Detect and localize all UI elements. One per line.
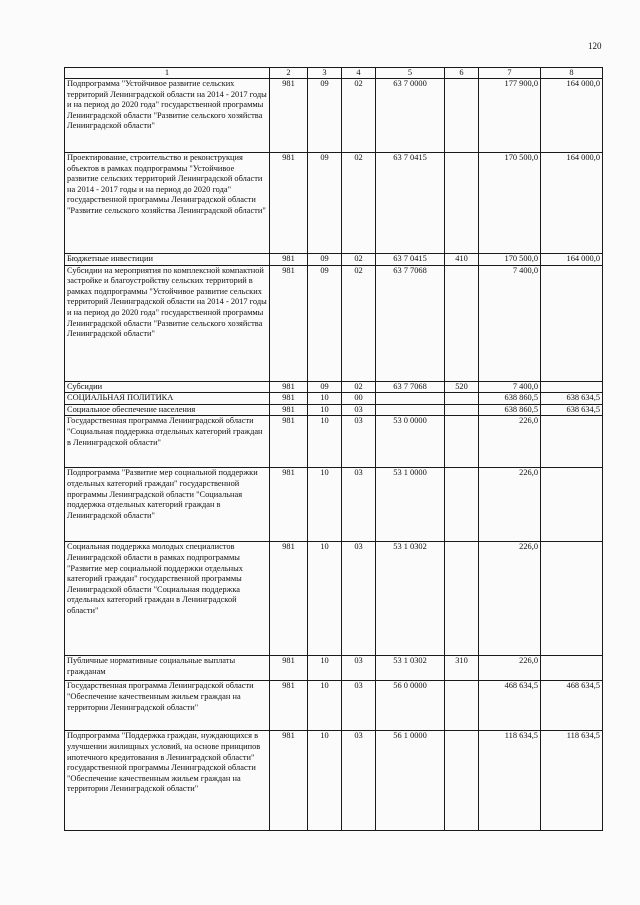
row-name: Социальное обеспечение населения	[65, 404, 270, 416]
cell-ministry: 981	[270, 265, 308, 381]
cell-expense-type	[445, 153, 479, 254]
cell-expense-type	[445, 468, 479, 542]
table-row	[65, 254, 603, 266]
cell-subsection: 02	[342, 153, 376, 254]
cell-subsection: 02	[342, 265, 376, 381]
cell-ministry: 981	[270, 468, 308, 542]
cell-amount-2: 468 634,5	[541, 681, 603, 731]
cell-section: 09	[308, 381, 342, 393]
row-name: Подпрограмма "Развитие мер социальной поддержки отдельных категорий граждан" государственной программы Ленинградской области "Социальная поддержка отдельных категорий граждан в Ленинградской области"	[65, 468, 270, 542]
column-header: 6	[445, 68, 479, 79]
cell-target: 53 1 0302	[376, 542, 445, 656]
row-name: СОЦИАЛЬНАЯ ПОЛИТИКА	[65, 393, 270, 405]
row-name: Подпрограмма "Поддержка граждан, нуждающихся в улучшении жилищных условий, на основе принципов ипотечного кредитования в Ленинградской области" государственной программы Ленинградской области "Обеспечение качественным жильем граждан на территории Ленинградской области"	[65, 731, 270, 831]
cell-expense-type	[445, 542, 479, 656]
cell-expense-type	[445, 681, 479, 731]
cell-ministry: 981	[270, 542, 308, 656]
cell-ministry: 981	[270, 79, 308, 153]
cell-section: 10	[308, 542, 342, 656]
cell-subsection: 03	[342, 542, 376, 656]
cell-section: 10	[308, 393, 342, 405]
cell-subsection: 03	[342, 681, 376, 731]
cell-amount-1: 7 400,0	[479, 265, 541, 381]
cell-expense-type	[445, 731, 479, 831]
cell-subsection: 02	[342, 254, 376, 266]
cell-ministry: 981	[270, 393, 308, 405]
table-row	[65, 731, 603, 831]
cell-section: 10	[308, 404, 342, 416]
cell-target: 53 1 0000	[376, 468, 445, 542]
cell-subsection: 02	[342, 381, 376, 393]
cell-amount-2: 638 634,5	[541, 393, 603, 405]
cell-expense-type: 520	[445, 381, 479, 393]
column-header: 3	[308, 68, 342, 79]
cell-amount-2	[541, 381, 603, 393]
table-row	[65, 153, 603, 254]
cell-expense-type: 310	[445, 656, 479, 681]
cell-target	[376, 393, 445, 405]
cell-target: 56 0 0000	[376, 681, 445, 731]
row-name: Проектирование, строительство и реконструкция объектов в рамках подпрограммы "Устойчивое развитие сельских территорий Ленинградской области на 2014 - 2017 годы и на период до 2020 года" государственной программы Ленинградской области "Развитие сельского хозяйства Ленинградской области"	[65, 153, 270, 254]
cell-amount-2: 164 000,0	[541, 254, 603, 266]
cell-amount-1: 7 400,0	[479, 381, 541, 393]
cell-ministry: 981	[270, 153, 308, 254]
cell-expense-type	[445, 404, 479, 416]
cell-ministry: 981	[270, 681, 308, 731]
cell-section: 10	[308, 656, 342, 681]
cell-section: 09	[308, 153, 342, 254]
cell-subsection: 03	[342, 656, 376, 681]
cell-amount-1: 638 860,5	[479, 393, 541, 405]
cell-ministry: 981	[270, 404, 308, 416]
cell-subsection: 00	[342, 393, 376, 405]
cell-target: 53 1 0302	[376, 656, 445, 681]
cell-subsection: 03	[342, 468, 376, 542]
cell-ministry: 981	[270, 731, 308, 831]
column-header: 2	[270, 68, 308, 79]
cell-amount-2	[541, 265, 603, 381]
cell-target	[376, 404, 445, 416]
cell-target: 63 7 0415	[376, 153, 445, 254]
cell-ministry: 981	[270, 381, 308, 393]
column-header: 4	[342, 68, 376, 79]
cell-target: 63 7 0000	[376, 79, 445, 153]
table-row	[65, 404, 603, 416]
cell-target: 63 7 0415	[376, 254, 445, 266]
column-header: 7	[479, 68, 541, 79]
row-name: Бюджетные инвестиции	[65, 254, 270, 266]
cell-target: 63 7 7068	[376, 381, 445, 393]
cell-ministry: 981	[270, 656, 308, 681]
table-row	[65, 468, 603, 542]
row-name: Государственная программа Ленинградской области "Социальная поддержка отдельных категорий граждан в Ленинградской области"	[65, 416, 270, 468]
row-name: Подпрограмма "Устойчивое развитие сельских территорий Ленинградской области на 2014 - 2017 годы и на период до 2020 года" государственной программы Ленинградской области "Развитие сельского хозяйства Ленинградской области"	[65, 79, 270, 153]
row-name: Субсидии	[65, 381, 270, 393]
cell-amount-2	[541, 542, 603, 656]
cell-section: 10	[308, 731, 342, 831]
budget-table	[64, 67, 603, 831]
page-number: 120	[588, 41, 602, 51]
cell-amount-2: 638 634,5	[541, 404, 603, 416]
table-row	[65, 681, 603, 731]
row-name: Публичные нормативные социальные выплаты гражданам	[65, 656, 270, 681]
cell-subsection: 03	[342, 416, 376, 468]
cell-expense-type	[445, 393, 479, 405]
cell-target: 56 1 0000	[376, 731, 445, 831]
cell-target: 53 0 0000	[376, 416, 445, 468]
cell-section: 09	[308, 254, 342, 266]
cell-expense-type: 410	[445, 254, 479, 266]
table-row	[65, 381, 603, 393]
cell-section: 10	[308, 681, 342, 731]
cell-amount-1: 177 900,0	[479, 79, 541, 153]
cell-amount-2	[541, 468, 603, 542]
cell-amount-1: 226,0	[479, 468, 541, 542]
cell-amount-1: 226,0	[479, 416, 541, 468]
table-row	[65, 79, 603, 153]
cell-section: 09	[308, 79, 342, 153]
cell-subsection: 03	[342, 731, 376, 831]
cell-expense-type	[445, 265, 479, 381]
cell-section: 10	[308, 416, 342, 468]
cell-subsection: 02	[342, 79, 376, 153]
cell-amount-2: 118 634,5	[541, 731, 603, 831]
cell-amount-1: 468 634,5	[479, 681, 541, 731]
table-row	[65, 416, 603, 468]
cell-amount-1: 226,0	[479, 542, 541, 656]
cell-ministry: 981	[270, 416, 308, 468]
table-row	[65, 265, 603, 381]
cell-ministry: 981	[270, 254, 308, 266]
cell-subsection: 03	[342, 404, 376, 416]
column-header: 5	[376, 68, 445, 79]
cell-amount-2: 164 000,0	[541, 153, 603, 254]
cell-amount-2: 164 000,0	[541, 79, 603, 153]
cell-expense-type	[445, 79, 479, 153]
cell-amount-2	[541, 656, 603, 681]
row-name: Субсидии на мероприятия по комплексной компактной застройке и благоустройству сельских территорий в рамках подпрограммы "Устойчивое развитие сельских территорий Ленинградской области на 2014 - 2017 годы и на период до 2020 года" государственной программы Ленинградской области "Развитие сельского хозяйства Ленинградской области"	[65, 265, 270, 381]
cell-amount-1: 638 860,5	[479, 404, 541, 416]
row-name: Государственная программа Ленинградской области "Обеспечение качественным жильем граждан на территории Ленинградской области"	[65, 681, 270, 731]
table-row	[65, 542, 603, 656]
row-name: Социальная поддержка молодых специалистов Ленинградской области в рамках подпрограммы "Развитие мер социальной поддержки отдельных категорий граждан" государственной программы Ленинградской области "Социальная поддержка отдельных категорий граждан в Ленинградской области"	[65, 542, 270, 656]
table-row	[65, 656, 603, 681]
cell-amount-1: 226,0	[479, 656, 541, 681]
column-header: 1	[65, 68, 270, 79]
cell-target: 63 7 7068	[376, 265, 445, 381]
cell-section: 09	[308, 265, 342, 381]
cell-amount-1: 170 500,0	[479, 254, 541, 266]
cell-amount-1: 118 634,5	[479, 731, 541, 831]
header-row	[65, 68, 603, 79]
table-row	[65, 393, 603, 405]
cell-amount-2	[541, 416, 603, 468]
cell-expense-type	[445, 416, 479, 468]
cell-amount-1: 170 500,0	[479, 153, 541, 254]
cell-section: 10	[308, 468, 342, 542]
column-header: 8	[541, 68, 603, 79]
